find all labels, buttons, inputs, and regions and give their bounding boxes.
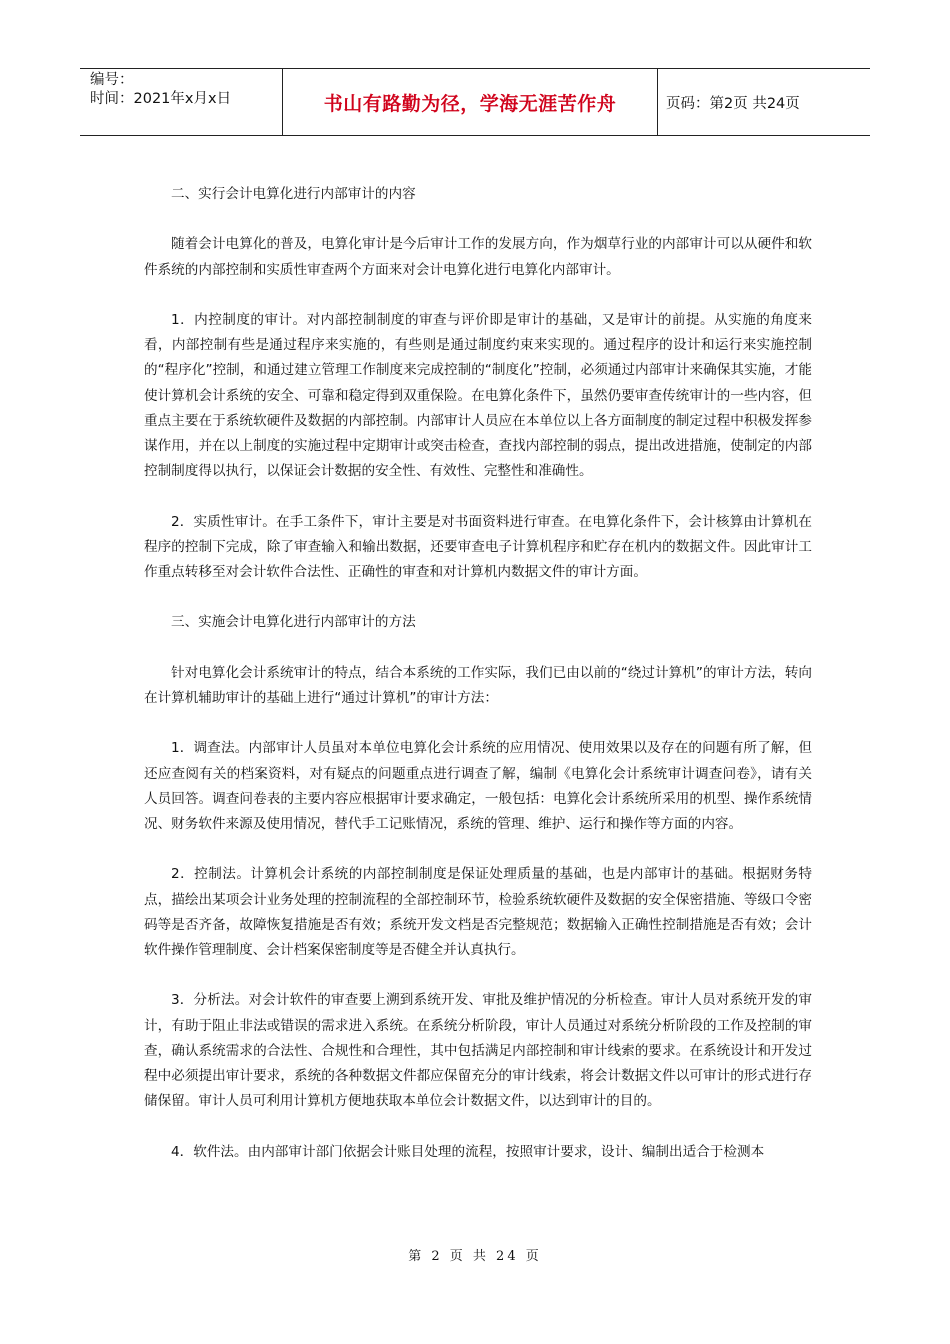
section-heading-3: 三、实施会计电算化进行内部审计的方法 <box>171 614 416 631</box>
body-paragraph: 2．实质性审计。在手工条件下，审计主要是对书面资料进行审查。在电算化条件下，会计核算由计算机在程序的控制下完成，除了审查输入和输出数据，还要审查电子计算机程序和贮存在机内的数据文件。因此审计工作重点转移至对会计软件合法性、正确性的审查和对计算机内数据文件的审计方面。 <box>144 513 812 580</box>
body-paragraph: 针对电算化会计系统审计的特点，结合本系统的工作实际，我们已由以前的“绕过计算机”的审计方法，转向在计算机辅助审计的基础上进行“通过计算机”的审计方法： <box>144 664 812 706</box>
body-paragraph: 1．内控制度的审计。对内部控制制度的审查与评价即是审计的基础，又是审计的前提。从实施的角度来看，内部控制有些是通过程序来实施的，有些则是通过制度约束来实现的。通过程序的设计和运行来实施控制的“程序化”控制，和通过建立管理工作制度来完成控制的“制度化”控制，必须通过内部审计来确保其实施，才能使计算机会计系统的安全、可靠和稳定得到双重保险。在电算化条件下，虽然仍要审查传统审计的一些内容，但重点主要在于系统软硬件及数据的内部控制。内部审计人员应在本单位以上各方面制度的制定过程中积极发挥参谋作用，并在以上制度的实施过程中定期审计或突击检查，查找内部控制的弱点，提出改进措施，使制定的内部控制制度得以执行，以保证会计数据的安全性、有效性、完整性和准确性。 <box>144 311 812 480</box>
header-page-info: 页码：第2页 共24页 <box>666 95 800 112</box>
header-meta-cell <box>80 69 283 135</box>
motto-text: 书山有路勤为径，学海无涯苦作舟 <box>323 92 617 115</box>
section-heading-2: 二、实行会计电算化进行内部审计的内容 <box>171 186 416 202</box>
serial-number-label: 编号： <box>90 72 134 88</box>
body-paragraph: 4．软件法。由内部审计部门依据会计账目处理的流程，按照审计要求，设计、编制出适合于检测本 <box>171 1143 765 1160</box>
date-label: 时间：2021年x月x日 <box>90 91 232 107</box>
header-motto-cell <box>283 69 658 135</box>
header-page-cell <box>658 69 870 135</box>
body-paragraph: 2．控制法。计算机会计系统的内部控制制度是保证处理质量的基础，也是内部审计的基础。根据财务特点，描绘出某项会计业务处理的控制流程的全部控制环节，检验系统软硬件及数据的安全保密措施、等级口令密码等是否齐备，故障恢复措施是否有效；系统开发文档是否完整规范；数据输入正确性控制措施是否有效；会计软件操作管理制度、会计档案保密制度等是否健全并认真执行。 <box>144 866 812 958</box>
body-paragraph: 随着会计电算化的普及，电算化审计是今后审计工作的发展方向，作为烟草行业的内部审计可以从硬件和软件系统的内部控制和实质性审查两个方面来对会计电算化进行电算化内部审计。 <box>144 236 812 278</box>
body-paragraph: 3．分析法。对会计软件的审查要上溯到系统开发、审批及维护情况的分析检查。审计人员对系统开发的审计，有助于阻止非法或错误的需求进入系统。在系统分析阶段，审计人员通过对系统分析阶段的工作及控制的审查，确认系统需求的合法性、合规性和合理性，其中包括满足内部控制和审计线索的要求。在系统设计和开发过程中必须提出审计要求，系统的各种数据文件都应保留充分的审计线索，将会计数据文件以可审计的形式进行存储保留。审计人员可利用计算机方便地获取本单位会计数据文件，以达到审计的目的。 <box>144 992 812 1110</box>
document-body <box>144 182 812 1190</box>
page-footer: 第 2 页 共 24 页 <box>408 1249 542 1264</box>
document-header <box>80 68 870 136</box>
body-paragraph: 1．调查法。内部审计人员虽对本单位电算化会计系统的应用情况、使用效果以及存在的问题有所了解，但还应查阅有关的档案资料，对有疑点的问题重点进行调查了解，编制《电算化会计系统审计调查问卷》，请有关人员回答。调查问卷表的主要内容应根据审计要求确定，一般包括：电算化会计系统所采用的机型、操作系统情况、财务软件来源及使用情况，替代手工记账情况，系统的管理、维护、运行和操作等方面的内容。 <box>144 740 812 832</box>
